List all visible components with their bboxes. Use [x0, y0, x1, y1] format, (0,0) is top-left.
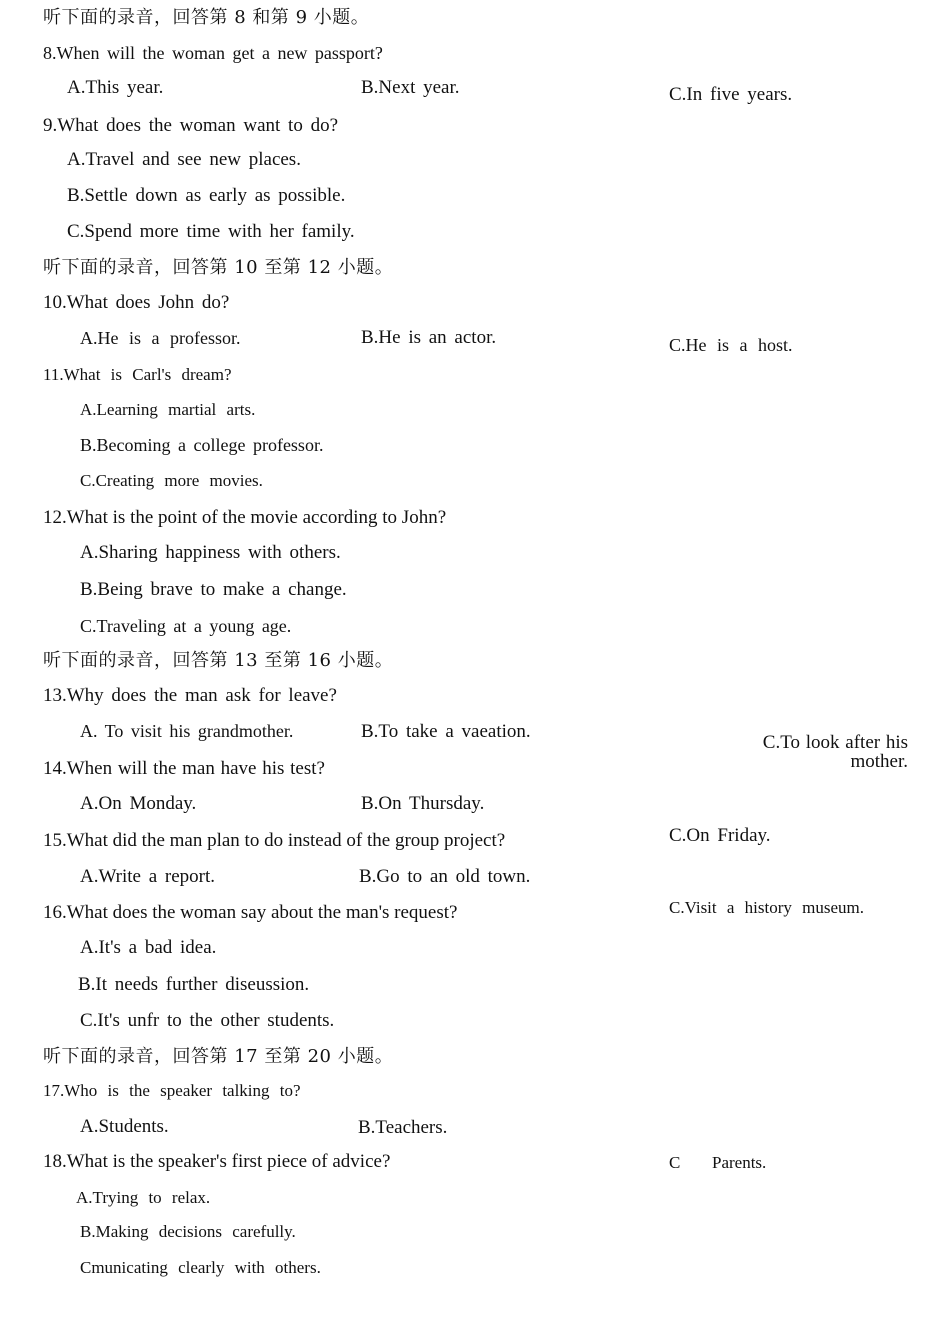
option-16c: C.It's unfr to the other students.	[80, 1010, 335, 1031]
option-12c: C.Traveling at a young age.	[80, 616, 292, 636]
question-13: 13.Why does the man ask for leave?	[43, 685, 337, 706]
option-13a: A. To visit his grandmother.	[80, 721, 294, 741]
option-15a: A.Write a report.	[80, 866, 216, 887]
section-header: 听下面的录音，回答第 17 至第 20 小题。	[43, 1046, 394, 1067]
option-9b: B.Settle down as early as possible.	[67, 185, 346, 206]
option-14c: C.On Friday.	[669, 825, 771, 846]
option-17a: A.Students.	[80, 1116, 169, 1137]
option-17c-letter: C	[669, 1153, 681, 1172]
question-9: 9.What does the woman want to do?	[43, 115, 339, 136]
option-16b: B.It needs further diseussion.	[78, 974, 310, 995]
question-12: 12.What is the point of the movie according to John?	[43, 507, 447, 528]
option-17c: Parents.	[712, 1153, 767, 1172]
option-13c	[763, 733, 908, 771]
option-11a: A.Learning martial arts.	[80, 400, 256, 419]
option-13b: B.To take a vaeation.	[361, 721, 531, 742]
option-8b: B.Next year.	[361, 77, 460, 98]
question-8: 8.When will the woman get a new passport?	[43, 43, 383, 63]
option-10b: B.He is an actor.	[361, 327, 497, 348]
option-14a: A.On Monday.	[80, 793, 197, 814]
section-header: 听下面的录音，回答第 8 和第 9 小题。	[43, 7, 370, 28]
option-13c-line1: C.To look after his	[762, 732, 908, 753]
option-8c: C.In five years.	[669, 84, 793, 105]
option-10c: C.He is a host.	[669, 335, 793, 355]
option-9a: A.Travel and see new places.	[67, 149, 301, 170]
question-11: 11.What is Carl's dream?	[43, 365, 232, 384]
option-16a: A.It's a bad idea.	[80, 937, 217, 958]
option-11c: C.Creating more movies.	[80, 471, 263, 490]
option-17b: B.Teachers.	[358, 1117, 448, 1138]
question-18: 18.What is the speaker's first piece of advice?	[43, 1151, 391, 1172]
option-11b: B.Becoming a college professor.	[80, 435, 324, 455]
question-10: 10.What does John do?	[43, 292, 230, 313]
option-10a: A.He is a professor.	[80, 328, 241, 348]
option-14b: B.On Thursday.	[361, 793, 485, 814]
option-8a: A.This year.	[67, 77, 164, 98]
option-15b: B.Go to an old town.	[359, 866, 531, 887]
option-9c: C.Spend more time with her family.	[67, 221, 355, 242]
question-17: 17.Who is the speaker talking to?	[43, 1081, 301, 1100]
option-18b: B.Making decisions carefully.	[80, 1222, 296, 1241]
option-13c-line2: mother.	[850, 751, 908, 772]
option-18c: Cmunicating clearly with others.	[80, 1258, 321, 1277]
question-16: 16.What does the woman say about the man's request?	[43, 902, 458, 923]
section-header: 听下面的录音，回答第 10 至第 12 小题。	[43, 257, 394, 278]
option-15c: C.Visit a history museum.	[669, 898, 865, 917]
option-12b: B.Being brave to make a change.	[80, 579, 347, 600]
section-header: 听下面的录音，回答第 13 至第 16 小题。	[43, 650, 394, 671]
question-15: 15.What did the man plan to do instead of the group project?	[43, 830, 506, 851]
option-12a: A.Sharing happiness with others.	[80, 542, 341, 563]
question-14: 14.When will the man have his test?	[43, 758, 325, 779]
option-18a: A.Trying to relax.	[76, 1188, 211, 1207]
